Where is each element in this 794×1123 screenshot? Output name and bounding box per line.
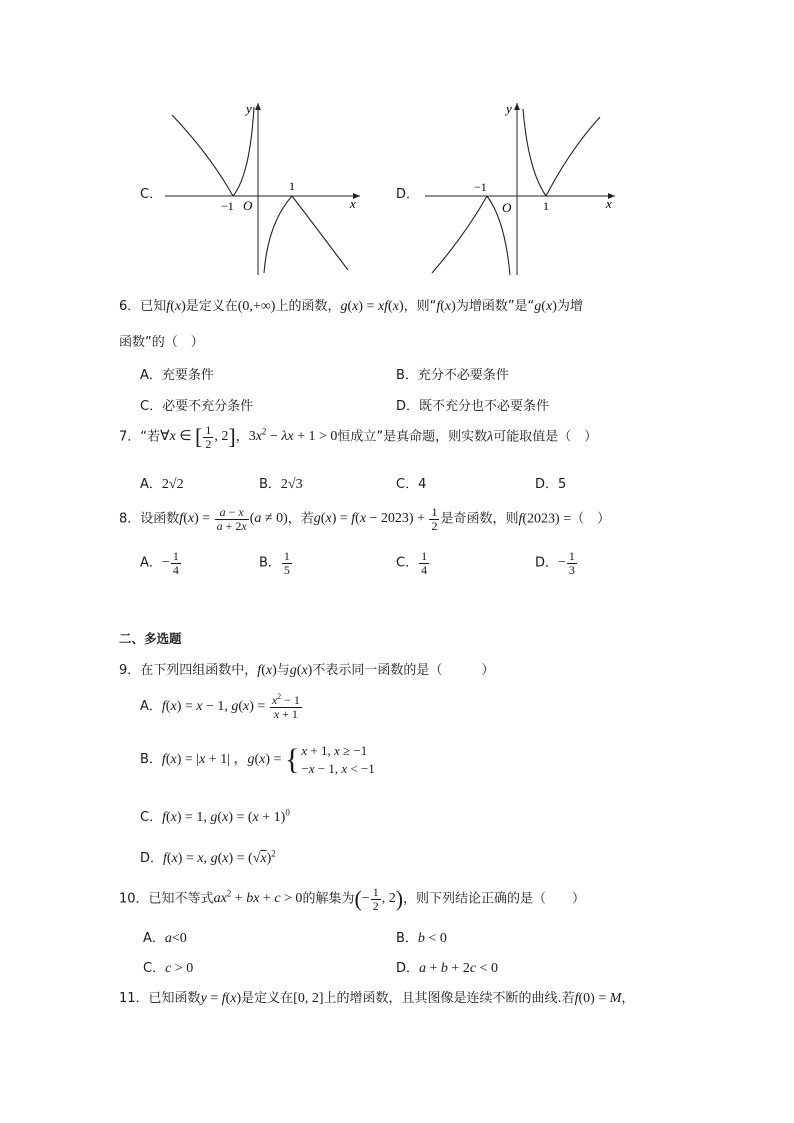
tick-neg1: −1 [221,199,234,213]
tick-pos1: 1 [289,179,295,193]
curve-right-asym [523,109,546,196]
origin-label: O [502,200,512,215]
q7-option-b[interactable]: B．2√3 [259,477,303,492]
tick-pos1: 1 [543,199,549,213]
q9-option-a[interactable]: A．f(x) = x − 1, g(x) = $\frac{x^2 - 1}{x + 1}$ [140,692,300,721]
curve-left [432,196,487,273]
q6-option-a[interactable]: A．充要条件 [140,368,214,383]
q10-option-d[interactable]: D．a + b + 2c < 0 [396,961,498,976]
q9-number: 9． [119,663,141,678]
curve-right-asym [264,196,292,273]
q7-option-d[interactable]: D．5 [535,477,567,492]
curve-left [172,115,233,196]
section-title: 二、多选题 [119,631,182,646]
question-9: 9．在下列四组函数中，f(x)与g(x)不表示同一函数的是（ ） [119,663,495,678]
x-label: x [606,196,612,211]
y-label: y [246,101,252,116]
q7-number: 7． [119,429,141,445]
tick-neg1: −1 [474,180,487,194]
q8-number: 8． [119,511,141,527]
question-11: 11．已知函数y = f(x)是定义在[0, 2]上的增函数，且其图像是连续不断的曲线.若f(0) = M， [119,991,635,1006]
question-6: 6．已知f(x)是定义在(0,+∞)上的函数，g(x) = xf(x)，则“f(x)为增函数”是“g(x)为增 [119,299,583,314]
q6-option-d[interactable]: D．既不充分也不必要条件 [396,399,550,414]
q10-option-b[interactable]: B．b < 0 [396,931,447,946]
curve-left-asym [233,107,254,196]
q8-option-d[interactable]: D．− $\frac{1}{3}$ [535,549,575,577]
question-10: 10．已知不等式$ax^2$ + bx + c > 0的解集为(− $\frac{1}{2}$ , 2)，则下列结论正确的是（ ） [119,885,586,913]
y-axis-arrow [255,103,261,110]
q7-option-c[interactable]: C．4 [396,477,427,492]
q7-option-a[interactable]: A．2√2 [140,477,184,492]
y-label: y [506,101,512,116]
graph-d-label: D． [396,187,420,202]
question-8: 8．设函数f(x) = $\frac{a - x}{a + 2x}$ (a ≠ 0)，若g(x) = f(x − 2023) + $\frac{1}{2}$ 是奇函数，则f(2023) =（ ） [119,505,611,533]
q8-option-b[interactable]: B． $\frac{1}{5}$ [259,549,290,577]
x-label: x [350,196,356,211]
q6-number: 6． [119,299,141,314]
q9-option-b[interactable]: B．f(x) = |x + 1| ，g(x) = { x + 1, x ≥ −1 −x − 1, x < −1 [140,742,375,776]
question-6-line2: 函数”的（ ） [119,335,204,350]
q8-option-c[interactable]: C． $\frac{1}{4}$ [396,549,428,577]
q10-option-a[interactable]: A．a<0 [143,931,187,946]
q6-option-b[interactable]: B．充分不必要条件 [396,368,509,383]
q9-option-c[interactable]: C．f(x) = 1, $g(x) = (x + 1)^0$ [140,807,290,825]
origin-label: O [243,198,253,213]
graph-d [410,95,625,280]
curve-right [546,117,600,196]
question-7: 7．“若∀x ∈ [ $\frac{1}{2}$ , 2]，$3x^2 - \lambda x + 1 > 0$恒成立”是真命题，则实数λ可能取值是（ ） [119,423,598,451]
graph-c [150,95,370,280]
y-axis-arrow [514,103,520,110]
graph-c-label: C． [140,187,163,202]
q10-number: 10． [119,891,149,907]
q8-option-a[interactable]: A．− $\frac{1}{4}$ [140,549,179,577]
q11-number: 11． [119,991,149,1006]
curve-right [292,196,348,270]
q6-option-c[interactable]: C．必要不充分条件 [140,399,254,414]
q10-option-c[interactable]: C．c > 0 [143,961,194,976]
q9-option-d[interactable]: D．f(x) = x, $g(x) = (√x)^2$ [140,848,276,866]
